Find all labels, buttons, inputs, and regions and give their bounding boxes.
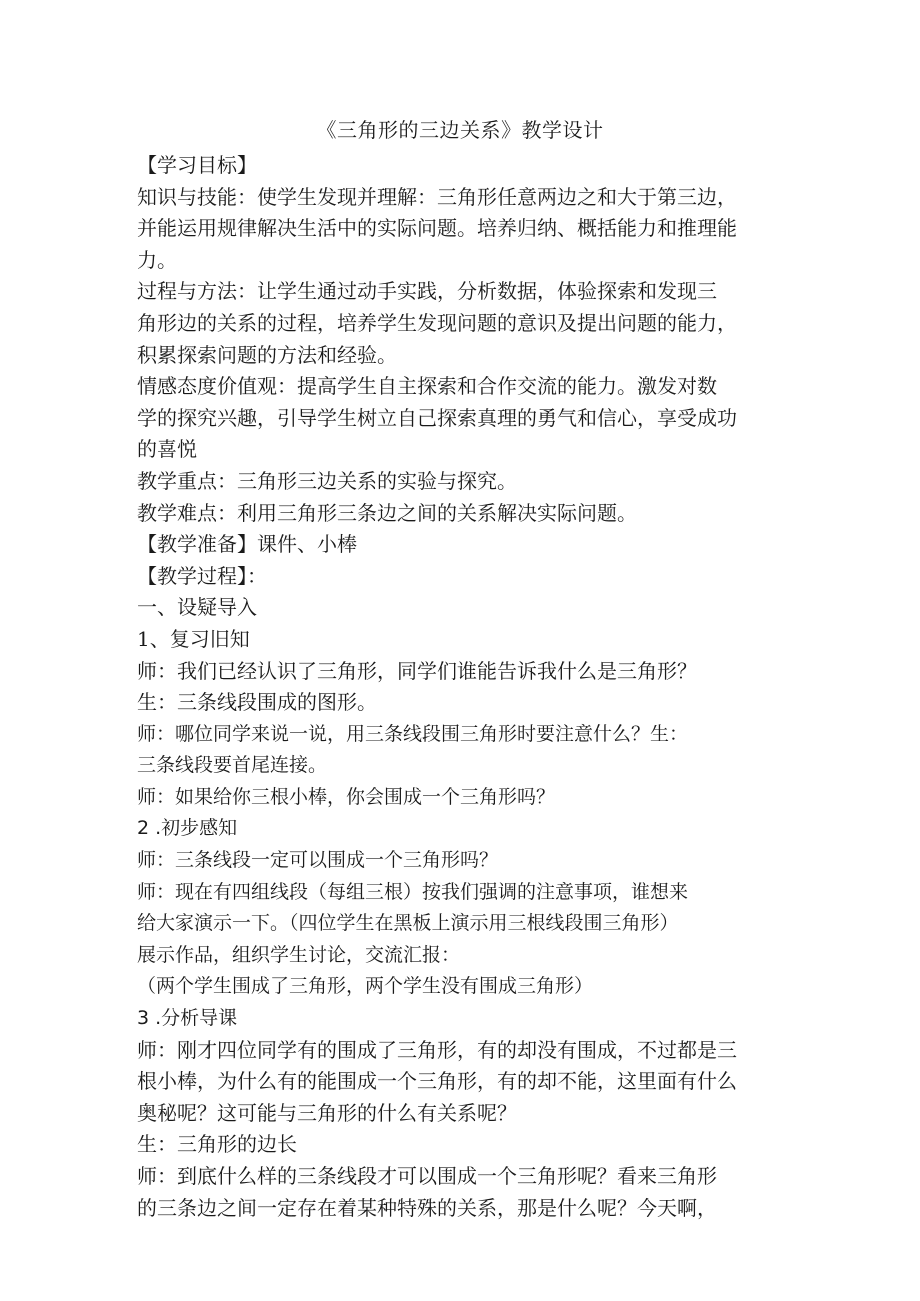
dialogue-line: 师：现在有四组线段（每组三根）按我们强调的注意事项，谁想来 bbox=[137, 880, 689, 903]
paragraph-line: 角形边的关系的过程，培养学生发现问题的意识及提出问题的能力， bbox=[137, 310, 737, 335]
subsection-heading: 2 .初步感知 bbox=[137, 817, 238, 840]
paragraph-line: 知识与技能：使学生发现并理解：三角形任意两边之和大于第三边， bbox=[137, 184, 737, 209]
document-body bbox=[137, 150, 797, 1224]
dialogue-line: 师：到底什么样的三条线段才可以围成一个三角形呢？看来三角形 bbox=[137, 1164, 717, 1188]
dialogue-line: 三条线段要首尾连接。 bbox=[137, 754, 328, 777]
paragraph-line: 力。 bbox=[137, 247, 177, 272]
paragraph-line: 积累探索问题的方法和经验。 bbox=[137, 342, 397, 367]
teaching-difficulty: 教学难点：利用三角形三条边之间的关系解决实际问题。 bbox=[137, 500, 637, 525]
dialogue-line: 师：刚才四位同学有的围成了三角形，有的却没有围成，不过都是三 bbox=[137, 1037, 737, 1062]
section-heading-process: 【教学过程】： bbox=[137, 563, 267, 588]
paragraph-line: 并能运用规律解决生活中的实际问题。培养归纳、概括能力和推理能 bbox=[137, 216, 737, 241]
document-title: 《三角形的三边关系》教学设计 bbox=[316, 118, 604, 142]
section-heading-preparation: 【教学准备】课件、小棒 bbox=[137, 532, 357, 557]
dialogue-line: 师：哪位同学来说一说，用三条线段围三角形时要注意什么？生： bbox=[137, 722, 689, 745]
paragraph-line: 学的探究兴趣，引导学生树立自己探索真理的勇气和信心，享受成功 bbox=[137, 405, 737, 430]
dialogue-line: 生：三条线段围成的图形。 bbox=[137, 690, 377, 715]
dialogue-line: 展示作品，组织学生讨论，交流汇报： bbox=[137, 943, 461, 966]
dialogue-line: 给大家演示一下。（四位学生在黑板上演示用三根线段围三角形） bbox=[137, 912, 679, 935]
dialogue-line: 根小棒，为什么有的能围成一个三角形，有的却不能，这里面有什么 bbox=[137, 1069, 737, 1094]
subsection-heading: 1、复习旧知 bbox=[137, 626, 250, 651]
dialogue-line: 师：三条线段一定可以围成一个三角形吗？ bbox=[137, 849, 499, 872]
dialogue-line: 的三条边之间一定存在着某种特殊的关系，那是什么呢？今天啊， bbox=[137, 1195, 717, 1220]
subsection-heading: 一、设疑导入 bbox=[137, 595, 257, 620]
dialogue-line: （两个学生围成了三角形，两个学生没有围成三角形） bbox=[137, 975, 594, 998]
paragraph-line: 情感态度价值观：提高学生自主探索和合作交流的能力。激发对数 bbox=[137, 374, 717, 399]
dialogue-line: 师：如果给你三根小棒，你会围成一个三角形吗？ bbox=[137, 785, 556, 808]
dialogue-line: 生：三角形的边长 bbox=[137, 1132, 297, 1157]
paragraph-line: 过程与方法：让学生通过动手实践，分析数据，体验探索和发现三 bbox=[137, 279, 717, 304]
dialogue-line: 师：我们已经认识了三角形，同学们谁能告诉我什么是三角形？ bbox=[137, 658, 697, 683]
dialogue-line: 奥秘呢？这可能与三角形的什么有关系呢？ bbox=[137, 1100, 517, 1125]
paragraph-line: 的喜悦 bbox=[137, 437, 197, 462]
teaching-focus: 教学重点：三角形三边关系的实验与探究。 bbox=[137, 468, 517, 493]
subsection-heading: 3 .分析导课 bbox=[137, 1007, 238, 1030]
section-heading-learning-goals: 【学习目标】 bbox=[137, 153, 257, 177]
